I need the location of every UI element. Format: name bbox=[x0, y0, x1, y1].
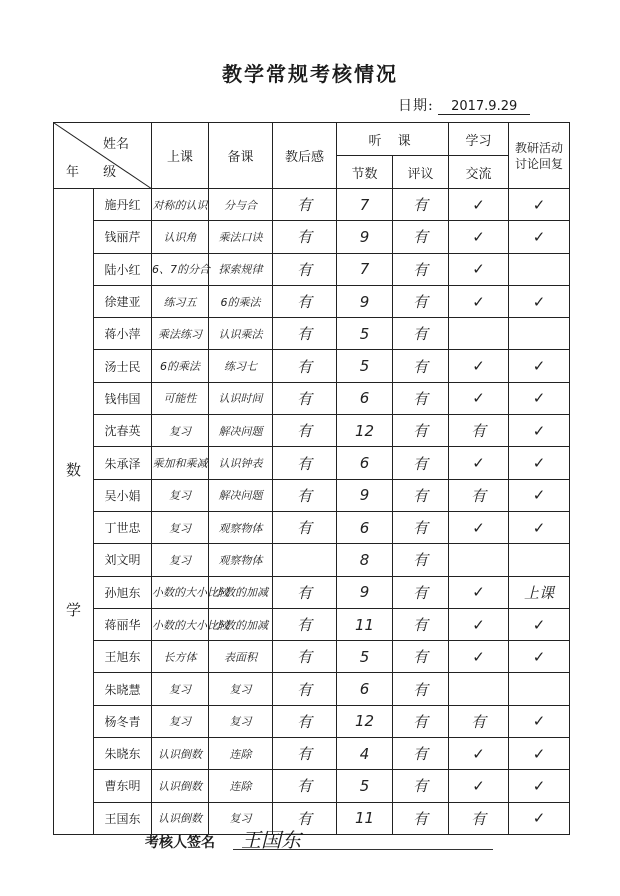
name-cell: 曹东明 bbox=[94, 770, 152, 802]
research-cell: ✓ bbox=[509, 608, 570, 640]
exchange-cell: ✓ bbox=[449, 641, 509, 673]
signature-value: 王国东 bbox=[241, 828, 301, 852]
name-cell: 朱承泽 bbox=[94, 447, 152, 479]
lesson-cell: 认识倒数 bbox=[152, 802, 209, 834]
name-cell: 汤士民 bbox=[94, 350, 152, 382]
exchange-cell bbox=[449, 318, 509, 350]
lesson-cell: 乘加和乘减 bbox=[152, 447, 209, 479]
reflection-cell: 有 bbox=[273, 318, 337, 350]
reflection-cell: 有 bbox=[273, 189, 337, 221]
name-cell: 陆小红 bbox=[94, 253, 152, 285]
table-row bbox=[54, 318, 570, 350]
research-cell bbox=[509, 544, 570, 576]
listen-comment-header: 评议 bbox=[393, 156, 449, 189]
comment-cell: 有 bbox=[393, 673, 449, 705]
exchange-cell: 有 bbox=[449, 479, 509, 511]
reflection-cell: 有 bbox=[273, 673, 337, 705]
exchange-cell: ✓ bbox=[449, 770, 509, 802]
lesson-cell: 认识角 bbox=[152, 221, 209, 253]
count-cell: 6 bbox=[337, 382, 393, 414]
research-header bbox=[509, 123, 570, 189]
research-cell: ✓ bbox=[509, 705, 570, 737]
table-row bbox=[54, 479, 570, 511]
lesson-cell: 练习五 bbox=[152, 285, 209, 317]
comment-cell: 有 bbox=[393, 641, 449, 673]
reflection-cell: 有 bbox=[273, 285, 337, 317]
reflection-header: 教后感 bbox=[273, 123, 337, 189]
subject-bottom: 学 bbox=[65, 601, 81, 619]
reflection-cell: 有 bbox=[273, 382, 337, 414]
comment-cell: 有 bbox=[393, 738, 449, 770]
comment-cell: 有 bbox=[393, 479, 449, 511]
lesson-cell: 小数的大小比较 bbox=[152, 576, 209, 608]
lesson-cell: 复习 bbox=[152, 415, 209, 447]
reflection-cell: 有 bbox=[273, 447, 337, 479]
comment-cell: 有 bbox=[393, 382, 449, 414]
exchange-cell: ✓ bbox=[449, 608, 509, 640]
exchange-header: 交流 bbox=[449, 156, 509, 189]
lesson-cell: 复习 bbox=[152, 511, 209, 543]
count-cell: 7 bbox=[337, 253, 393, 285]
prep-cell: 6的乘法 bbox=[209, 285, 273, 317]
research-cell: 上课 bbox=[509, 576, 570, 608]
comment-cell: 有 bbox=[393, 189, 449, 221]
document-title: 教学常规考核情况 bbox=[222, 62, 398, 86]
name-cell: 施丹红 bbox=[94, 189, 152, 221]
count-cell: 8 bbox=[337, 544, 393, 576]
reflection-cell: 有 bbox=[273, 738, 337, 770]
lesson-cell: 认识倒数 bbox=[152, 738, 209, 770]
research-cell: ✓ bbox=[509, 641, 570, 673]
lesson-cell: 复习 bbox=[152, 544, 209, 576]
lesson-cell: 认识倒数 bbox=[152, 770, 209, 802]
lesson-cell: 复习 bbox=[152, 705, 209, 737]
comment-cell: 有 bbox=[393, 285, 449, 317]
comment-cell: 有 bbox=[393, 253, 449, 285]
exchange-cell bbox=[449, 673, 509, 705]
subject-cell bbox=[54, 189, 94, 835]
prep-cell: 乘法口诀 bbox=[209, 221, 273, 253]
comment-cell: 有 bbox=[393, 447, 449, 479]
research-cell: ✓ bbox=[509, 802, 570, 834]
research-header-text: 教研活动讨论回复 bbox=[515, 140, 564, 171]
research-cell: ✓ bbox=[509, 415, 570, 447]
prep-cell: 解决问题 bbox=[209, 479, 273, 511]
name-cell: 孙旭东 bbox=[94, 576, 152, 608]
table-row bbox=[54, 544, 570, 576]
table-row bbox=[54, 738, 570, 770]
reflection-cell: 有 bbox=[273, 608, 337, 640]
count-cell: 6 bbox=[337, 447, 393, 479]
exchange-cell: ✓ bbox=[449, 738, 509, 770]
prep-cell: 复习 bbox=[209, 705, 273, 737]
research-cell: ✓ bbox=[509, 221, 570, 253]
prep-header: 备课 bbox=[209, 123, 273, 189]
name-cell: 王旭东 bbox=[94, 641, 152, 673]
table-row bbox=[54, 447, 570, 479]
name-cell: 钱丽芹 bbox=[94, 221, 152, 253]
name-cell: 徐建亚 bbox=[94, 285, 152, 317]
table-row bbox=[54, 221, 570, 253]
research-cell: ✓ bbox=[509, 447, 570, 479]
reflection-cell: 有 bbox=[273, 350, 337, 382]
table-row bbox=[54, 673, 570, 705]
reflection-cell: 有 bbox=[273, 221, 337, 253]
table-row bbox=[54, 576, 570, 608]
exchange-cell: ✓ bbox=[449, 253, 509, 285]
table-row bbox=[54, 770, 570, 802]
signature-label: 考核人签名 bbox=[145, 835, 215, 851]
name-cell: 吴小娟 bbox=[94, 479, 152, 511]
reflection-cell: 有 bbox=[273, 802, 337, 834]
count-cell: 12 bbox=[337, 705, 393, 737]
assessment-table bbox=[53, 122, 570, 835]
table-row bbox=[54, 802, 570, 834]
name-cell: 丁世忠 bbox=[94, 511, 152, 543]
count-cell: 4 bbox=[337, 738, 393, 770]
prep-cell: 连除 bbox=[209, 738, 273, 770]
signature-area bbox=[145, 828, 301, 852]
name-cell: 刘文明 bbox=[94, 544, 152, 576]
research-cell: ✓ bbox=[509, 350, 570, 382]
name-cell: 王国东 bbox=[94, 802, 152, 834]
lesson-cell: 复习 bbox=[152, 479, 209, 511]
comment-cell: 有 bbox=[393, 415, 449, 447]
lesson-header: 上课 bbox=[152, 123, 209, 189]
comment-cell: 有 bbox=[393, 576, 449, 608]
lesson-cell: 可能性 bbox=[152, 382, 209, 414]
listen-count-header: 节数 bbox=[337, 156, 393, 189]
name-header: 姓名 bbox=[102, 137, 129, 152]
exchange-cell: ✓ bbox=[449, 382, 509, 414]
reflection-cell: 有 bbox=[273, 511, 337, 543]
prep-cell: 认识钟表 bbox=[209, 447, 273, 479]
prep-cell: 复习 bbox=[209, 673, 273, 705]
research-cell: ✓ bbox=[509, 382, 570, 414]
comment-cell: 有 bbox=[393, 705, 449, 737]
count-cell: 5 bbox=[337, 318, 393, 350]
table-row bbox=[54, 415, 570, 447]
lesson-cell: 6、7的分合 bbox=[152, 253, 209, 285]
count-cell: 5 bbox=[337, 350, 393, 382]
date-row bbox=[398, 95, 530, 115]
count-cell: 5 bbox=[337, 770, 393, 802]
lesson-cell: 长方体 bbox=[152, 641, 209, 673]
count-cell: 9 bbox=[337, 479, 393, 511]
prep-cell: 小数的加减 bbox=[209, 576, 273, 608]
exchange-cell: 有 bbox=[449, 415, 509, 447]
count-cell: 12 bbox=[337, 415, 393, 447]
count-cell: 9 bbox=[337, 221, 393, 253]
lesson-cell: 对称的认识 bbox=[152, 189, 209, 221]
table-row bbox=[54, 285, 570, 317]
name-grade-header bbox=[54, 123, 152, 189]
prep-cell: 连除 bbox=[209, 770, 273, 802]
reflection-cell: 有 bbox=[273, 479, 337, 511]
prep-cell: 解决问题 bbox=[209, 415, 273, 447]
exchange-cell: ✓ bbox=[449, 447, 509, 479]
grade-header: 年 级 bbox=[66, 165, 127, 180]
table-row bbox=[54, 608, 570, 640]
research-cell bbox=[509, 318, 570, 350]
research-cell: ✓ bbox=[509, 479, 570, 511]
exchange-cell bbox=[449, 544, 509, 576]
research-cell: ✓ bbox=[509, 770, 570, 802]
comment-cell: 有 bbox=[393, 350, 449, 382]
reflection-cell bbox=[273, 544, 337, 576]
reflection-cell: 有 bbox=[273, 253, 337, 285]
table-row bbox=[54, 511, 570, 543]
exchange-cell: ✓ bbox=[449, 576, 509, 608]
comment-cell: 有 bbox=[393, 511, 449, 543]
prep-cell: 复习 bbox=[209, 802, 273, 834]
table-row bbox=[54, 641, 570, 673]
reflection-cell: 有 bbox=[273, 415, 337, 447]
listen-header: 听 课 bbox=[337, 123, 449, 156]
reflection-cell: 有 bbox=[273, 576, 337, 608]
exchange-cell: 有 bbox=[449, 802, 509, 834]
study-header: 学习 bbox=[449, 123, 509, 156]
count-cell: 6 bbox=[337, 511, 393, 543]
research-cell bbox=[509, 253, 570, 285]
prep-cell: 表面积 bbox=[209, 641, 273, 673]
count-cell: 7 bbox=[337, 189, 393, 221]
prep-cell: 练习七 bbox=[209, 350, 273, 382]
table-row bbox=[54, 382, 570, 414]
name-cell: 钱伟国 bbox=[94, 382, 152, 414]
count-cell: 9 bbox=[337, 285, 393, 317]
count-cell: 6 bbox=[337, 673, 393, 705]
exchange-cell: ✓ bbox=[449, 221, 509, 253]
name-cell: 朱晓慧 bbox=[94, 673, 152, 705]
count-cell: 11 bbox=[337, 608, 393, 640]
research-cell: ✓ bbox=[509, 738, 570, 770]
name-cell: 沈春英 bbox=[94, 415, 152, 447]
exchange-cell: ✓ bbox=[449, 511, 509, 543]
date-label: 日期: bbox=[398, 98, 434, 114]
prep-cell: 观察物体 bbox=[209, 544, 273, 576]
research-cell bbox=[509, 673, 570, 705]
exchange-cell: ✓ bbox=[449, 189, 509, 221]
prep-cell: 分与合 bbox=[209, 189, 273, 221]
date-value: 2017.9.29 bbox=[438, 99, 530, 115]
comment-cell: 有 bbox=[393, 221, 449, 253]
research-cell: ✓ bbox=[509, 285, 570, 317]
reflection-cell: 有 bbox=[273, 705, 337, 737]
teacher-rows bbox=[54, 189, 570, 835]
name-cell: 蒋小萍 bbox=[94, 318, 152, 350]
lesson-cell: 复习 bbox=[152, 673, 209, 705]
lesson-cell: 6的乘法 bbox=[152, 350, 209, 382]
prep-cell: 探索规律 bbox=[209, 253, 273, 285]
prep-cell: 小数的加减 bbox=[209, 608, 273, 640]
table-row bbox=[54, 350, 570, 382]
comment-cell: 有 bbox=[393, 802, 449, 834]
exchange-cell: ✓ bbox=[449, 285, 509, 317]
prep-cell: 认识时间 bbox=[209, 382, 273, 414]
lesson-cell: 乘法练习 bbox=[152, 318, 209, 350]
lesson-cell: 小数的大小比较 bbox=[152, 608, 209, 640]
prep-cell: 认识乘法 bbox=[209, 318, 273, 350]
table-row bbox=[54, 253, 570, 285]
comment-cell: 有 bbox=[393, 318, 449, 350]
reflection-cell: 有 bbox=[273, 641, 337, 673]
comment-cell: 有 bbox=[393, 608, 449, 640]
name-cell: 朱晓东 bbox=[94, 738, 152, 770]
count-cell: 9 bbox=[337, 576, 393, 608]
name-cell: 蒋丽华 bbox=[94, 608, 152, 640]
research-cell: ✓ bbox=[509, 189, 570, 221]
reflection-cell: 有 bbox=[273, 770, 337, 802]
exchange-cell: 有 bbox=[449, 705, 509, 737]
subject-top: 数 bbox=[65, 461, 81, 479]
table-row bbox=[54, 705, 570, 737]
comment-cell: 有 bbox=[393, 770, 449, 802]
table-row bbox=[54, 189, 570, 221]
exchange-cell: ✓ bbox=[449, 350, 509, 382]
prep-cell: 观察物体 bbox=[209, 511, 273, 543]
research-cell: ✓ bbox=[509, 511, 570, 543]
name-cell: 杨冬青 bbox=[94, 705, 152, 737]
count-cell: 5 bbox=[337, 641, 393, 673]
count-cell: 11 bbox=[337, 802, 393, 834]
comment-cell: 有 bbox=[393, 544, 449, 576]
